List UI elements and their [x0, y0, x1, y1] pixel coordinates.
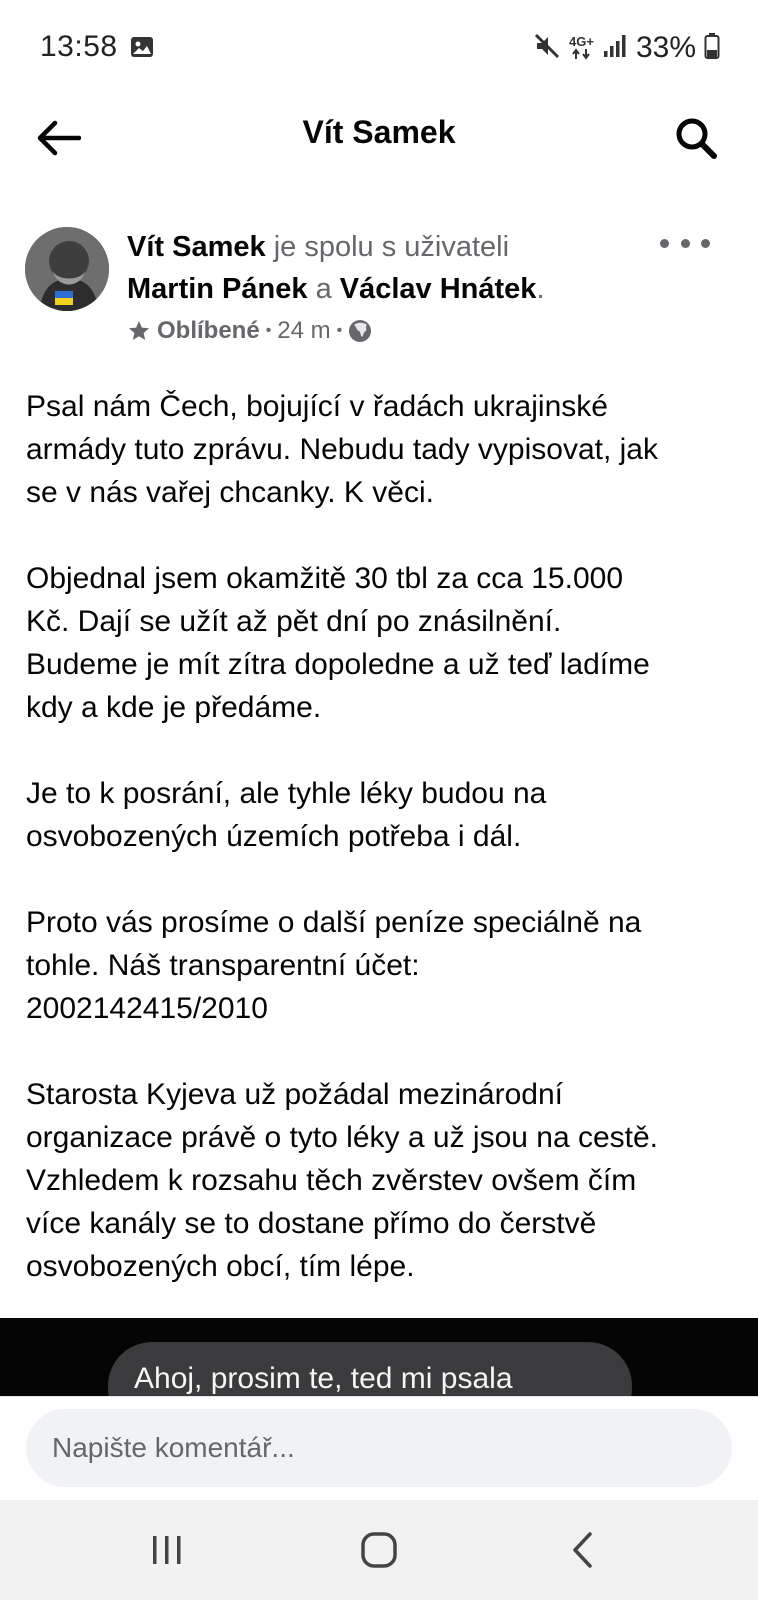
post-header — [0, 220, 758, 350]
post-time[interactable]: 24 m — [277, 317, 331, 344]
with-text: je spolu s uživateli — [273, 231, 510, 263]
separator: • — [336, 322, 343, 339]
recents-icon — [150, 1533, 184, 1567]
battery-percent: 33% — [635, 31, 696, 64]
status-time: 13:58 — [40, 30, 118, 63]
comment-composer — [0, 1396, 758, 1500]
network-icon — [569, 36, 594, 60]
post-paragraph: Proto vás prosíme o další peníze speciálně na tohle. Náš transparentní účet: 2002142415/2010 — [26, 906, 642, 1025]
recents-button[interactable] — [132, 1522, 202, 1578]
home-icon — [360, 1531, 398, 1569]
more-options-button[interactable] — [660, 228, 710, 258]
tagged-user-1[interactable]: Martin Pánek — [127, 273, 308, 305]
globe-icon — [348, 319, 372, 343]
app-bar — [0, 100, 758, 175]
avatar[interactable] — [25, 227, 109, 311]
post-author-line — [127, 226, 667, 310]
period: . — [536, 273, 545, 305]
attachment-text: Ahoj, prosim te, ted mi psala — [134, 1362, 513, 1395]
back-icon — [568, 1531, 598, 1569]
more-options-icon — [660, 239, 669, 248]
search-button[interactable] — [668, 110, 724, 166]
post-paragraph: Psal nám Čech, bojující v řadách ukrajinské armády tuto zprávu. Nebudu tady vypisovat, jak se v nás vařej chcanky. K věci. — [26, 390, 658, 509]
tagged-user-2[interactable]: Václav Hnátek — [339, 273, 537, 305]
mute-icon — [533, 32, 561, 65]
post-body — [26, 385, 736, 1331]
home-button[interactable] — [344, 1522, 414, 1578]
status-bar — [0, 0, 758, 100]
separator: • — [265, 322, 272, 339]
favorite-label: Oblíbené — [157, 317, 260, 344]
search-icon — [674, 116, 718, 160]
star-icon — [127, 319, 151, 343]
comment-input[interactable] — [26, 1409, 732, 1487]
page-title: Vít Samek — [302, 114, 456, 150]
gallery-icon — [130, 36, 154, 58]
post-meta — [127, 316, 372, 346]
post-attachment-image[interactable] — [0, 1318, 758, 1396]
and-text: a — [315, 273, 332, 305]
battery-icon — [704, 32, 720, 65]
nav-back-button[interactable] — [548, 1522, 618, 1578]
post-paragraph: Starosta Kyjeva už požádal mezinárodní organizace právě o tyto léky a už jsou na cestě. Vzhledem k rozsahu těch zvěrstev ovšem čím více kanály se to dostane přímo do čerstvě osvobozených obcí, tím lépe. — [26, 1078, 659, 1283]
network-label: 4G+ — [569, 34, 594, 49]
status-icons — [533, 30, 720, 66]
author-name[interactable]: Vít Samek — [127, 231, 266, 263]
post-paragraph: Objednal jsem okamžitě 30 tbl za cca 15.000 Kč. Dají se užít až pět dní po znásilnění. Budeme je mít zítra dopoledne a už teď ladíme kdy a kde je předáme. — [26, 562, 650, 724]
signal-icon — [602, 33, 628, 64]
system-nav-bar — [0, 1500, 758, 1600]
post-paragraph: Je to k posrání, ale tyhle léky budou na osvobozených územích potřeba i dál. — [26, 777, 547, 853]
